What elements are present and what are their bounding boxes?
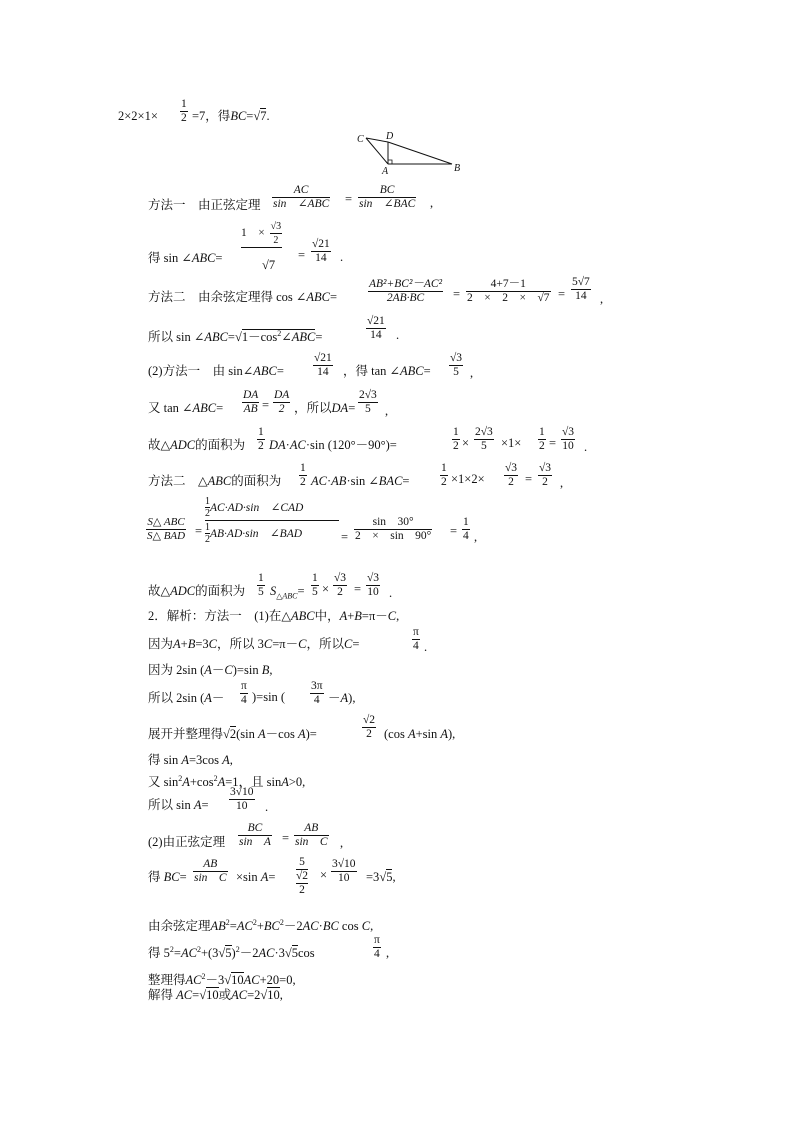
triangle-diagram — [352, 130, 464, 178]
fraction-half: 1 2 — [181, 98, 187, 124]
eq-2: = — [345, 192, 353, 206]
line-14: 因为 2sin (A－C)=sin B, — [148, 663, 273, 677]
line-1-cont: =7，得BC=√7. — [192, 109, 270, 123]
line-4: 方法二 由余弦定理得 cos ∠ABC= — [148, 290, 338, 304]
fraction-sine-law-1: AC sin ∠ABC — [273, 184, 330, 210]
fraction-5sqrt7-14: 5√7 14 — [572, 276, 590, 302]
line-25: 解得 AC=√10或AC=2√10, — [148, 988, 283, 1002]
fraction-area-ratio: S△ ABC S△ BAD — [147, 516, 186, 542]
line-7: 又 tan ∠ABC= — [148, 401, 224, 415]
line-1: 2×2×1× — [118, 109, 158, 123]
line-8: 故△ADC的面积为 — [148, 438, 246, 452]
fraction-3sqrt10-10-b: 3√10 10 — [332, 858, 356, 884]
fraction-pi-4-b: π 4 — [241, 680, 247, 706]
fraction-fifth-a: 1 5 — [258, 572, 264, 598]
line-20: (2)由正弦定理 — [148, 835, 226, 849]
triangle-figure — [352, 130, 464, 178]
line-17: 得 sin A=3cos A, — [148, 753, 233, 767]
fraction-2sqrt3-5-a: 2√3 5 — [359, 389, 377, 415]
fraction-da-2: DA 2 — [274, 389, 290, 415]
line-12: 2．解析：方法一 (1)在△ABC中，A+B=π－C, — [148, 609, 400, 623]
fraction-5-over-sqrt2-2: 5 √2 2 — [296, 856, 309, 896]
fraction-sqrt21-14-b: √21 14 — [367, 315, 385, 341]
fraction-sinB-num-top: 1 × $\frac{√3}{2}$ — [241, 221, 282, 246]
fraction-sine-law-4: AB sin C — [295, 822, 328, 848]
fraction-ratio-sin: sin 30° 2 × sin 90° — [355, 516, 432, 542]
line-22: 由余弦定理$AB^2=AC^2+BC^2-2AC\cdot BC$ cos C, — [148, 918, 374, 934]
sinB-den: √7 — [262, 258, 276, 272]
line-3: 得 sin ∠ABC= — [148, 251, 223, 265]
fraction-cos-law: AB²+BC²－AC² 2AB·BC — [369, 278, 443, 304]
fraction-half-8b: 1 2 — [453, 426, 459, 452]
fraction-sqrt3-10-b: √3 10 — [367, 572, 380, 598]
label-C: C — [357, 134, 364, 145]
line-6: (2)方法一 由 sin∠ABC= — [148, 364, 284, 378]
line-21: 得 BC= — [148, 870, 187, 884]
fraction-3pi-4: 3π 4 — [311, 680, 323, 706]
fraction-sqrt3-10-a: √3 10 — [562, 426, 575, 452]
fraction-area-ratio-rhs: $\frac{1}{2}$ AC·AD·sin ∠CAD $\frac{1}{2}$ AB·AD·sin ∠BAD — [205, 496, 339, 545]
fraction-sqrt21-14-c: √21 14 — [314, 352, 332, 378]
line-23: 得 $5^2=AC^2+(3√5)^2-2AC\cdot 3√5\cos$ — [148, 945, 315, 961]
fraction-sqrt3-2-c: √3 2 — [334, 572, 347, 598]
line-11: 故△ADC的面积为 — [148, 584, 246, 598]
fraction-sine-law-3: BC sin A — [239, 822, 271, 848]
fraction-ab-sinC: AB sin C — [194, 858, 227, 884]
fraction-2sqrt3-5-b: 2√3 5 — [475, 426, 493, 452]
label-D: D — [386, 131, 394, 142]
fraction-pi-4-a: π 4 — [413, 626, 419, 652]
fraction-half-8c: 1 2 — [539, 426, 545, 452]
fraction-sine-law-2: BC sin ∠BAC — [359, 184, 416, 210]
line-18: 又 $\sin^2A+\cos^2A=1$，且 sinA>0, — [148, 774, 306, 790]
fraction-half-9b: 1 2 — [441, 462, 447, 488]
fraction-half-9a: 1 2 — [300, 462, 306, 488]
line-2: 方法一 由正弦定理 — [148, 198, 261, 212]
comma-2: , — [430, 196, 434, 210]
label-B: B — [454, 163, 461, 174]
fraction-quarter: 1 4 — [463, 516, 469, 542]
fraction-3sqrt10-10: 3√10 10 — [230, 786, 254, 812]
fraction-half-8a: 1 2 — [258, 426, 264, 452]
line-13: 因为A+B=3C，所以 3C=π－C，所以C= — [148, 637, 360, 651]
line-5: 所以 $\sin \angle ABC=√1-\cos^2\angle ABC=$ — [148, 329, 323, 345]
fraction-sqrt3-5-a: √3 5 — [450, 352, 463, 378]
line-24: 整理得$AC^2-3√10AC+20=0$, — [148, 972, 296, 988]
fraction-sqrt3-2-b: √3 2 — [539, 462, 552, 488]
line-9: 方法二 △ABC的面积为 — [148, 474, 282, 488]
fraction-sqrt3-2-a: √3 2 — [505, 462, 518, 488]
fraction-da-ab: DA AB — [243, 389, 259, 415]
fraction-cos-calc: 4+7－1 2 × 2 × √7 — [467, 278, 550, 304]
sqrt-sign: √ — [253, 109, 261, 123]
line-16: 展开并整理得√2(sin A－cos A)= — [148, 727, 317, 741]
label-A: A — [382, 166, 389, 177]
fraction-sqrt2-2-a: √2 2 — [363, 714, 376, 740]
eq-3: = — [298, 248, 306, 262]
fraction-fifth-b: 1 5 — [312, 572, 318, 598]
line-15: 所以 2sin (A－ — [148, 691, 225, 705]
line-19: 所以 sin A= — [148, 798, 209, 812]
fraction-sqrt21-14-a: √21 14 — [312, 238, 330, 264]
fraction-pi-4-c: π 4 — [374, 934, 380, 960]
